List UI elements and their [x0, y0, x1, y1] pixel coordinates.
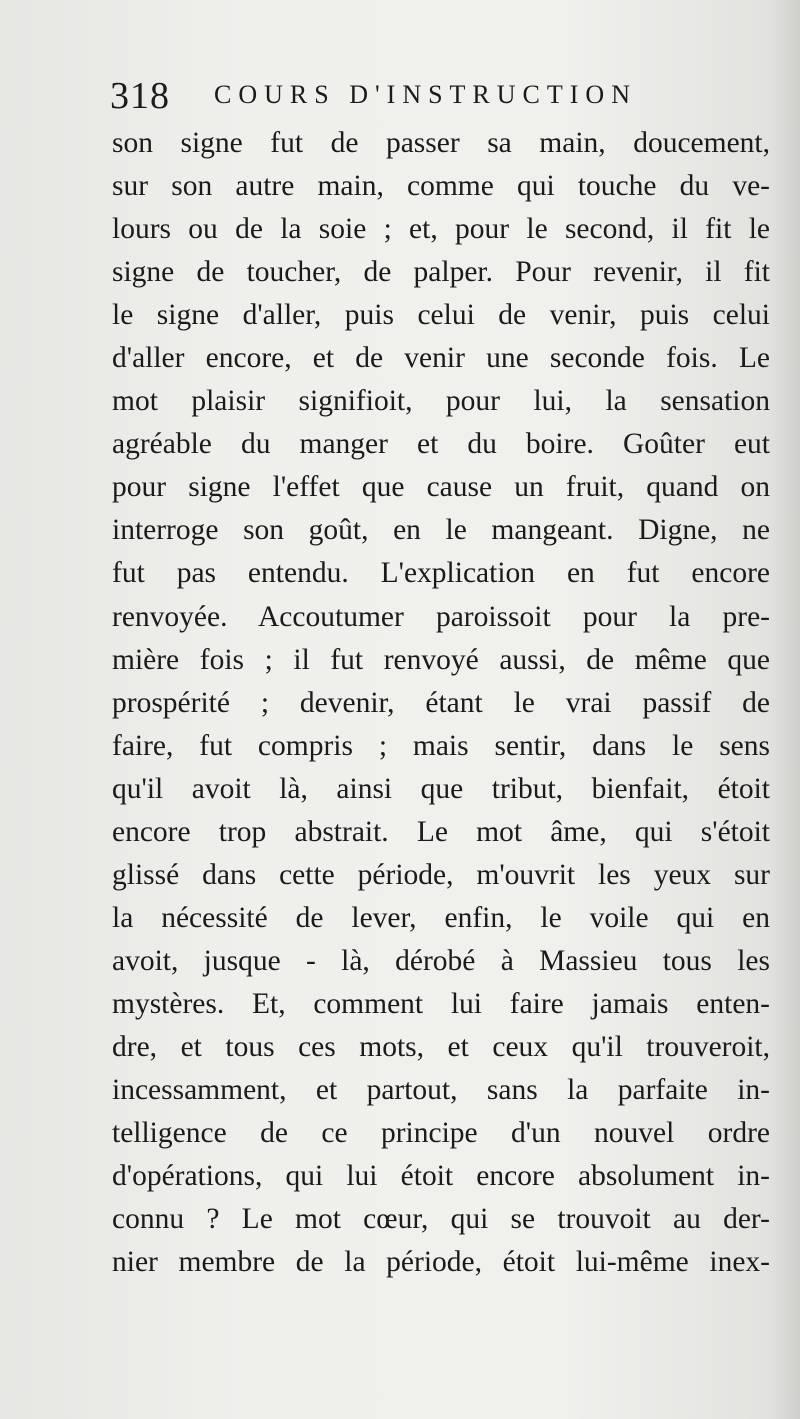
text-line: mot plaisir signifioit, pour lui, la sensation: [112, 385, 770, 418]
text-line: faire, fut compris ; mais sentir, dans le sens: [112, 729, 770, 762]
text-line: glissé dans cette période, m'ouvrit les yeux sur: [112, 858, 770, 891]
text-line: renvoyée. Accoutumer paroissoit pour la pre-: [112, 600, 770, 633]
text-line: prospérité ; devenir, étant le vrai passif de: [112, 686, 770, 719]
text-line: agréable du manger et du boire. Goûter eut: [112, 428, 770, 461]
text-line: fut pas entendu. L'explication en fut encore: [112, 557, 770, 590]
text-line: sur son autre main, comme qui touche du ve-: [112, 170, 770, 203]
body-text: [112, 122, 770, 1284]
text-line: dre, et tous ces mots, et ceux qu'il trouveroit,: [112, 1030, 770, 1063]
running-title: COURS D'INSTRUCTION: [214, 80, 637, 109]
text-line: la nécessité de lever, enfin, le voile qui en: [112, 901, 770, 934]
text-line: lours ou de la soie ; et, pour le second, il fit le: [112, 213, 770, 246]
text-line: interroge son goût, en le mangeant. Digne, ne: [112, 514, 770, 547]
text-line: pour signe l'effet que cause un fruit, quand on: [112, 471, 770, 504]
text-line: mystères. Et, comment lui faire jamais enten-: [112, 987, 770, 1020]
text-line: nier membre de la période, étoit lui-même inex-: [112, 1246, 770, 1279]
text-line: son signe fut de passer sa main, doucement,: [112, 127, 770, 159]
text-line: incessamment, et partout, sans la parfaite in-: [112, 1074, 770, 1107]
text-line: avoit, jusque - là, dérobé à Massieu tous les: [112, 944, 770, 977]
text-line: qu'il avoit là, ainsi que tribut, bienfait, étoit: [112, 772, 770, 805]
page-header: [110, 74, 770, 120]
text-line: signe de toucher, de palper. Pour revenir, il fit: [112, 256, 770, 289]
text-line: connu ? Le mot cœur, qui se trouvoit au der-: [112, 1203, 770, 1236]
text-line: telligence de ce principe d'un nouvel ordre: [112, 1117, 770, 1150]
text-line: d'aller encore, et de venir une seconde fois. Le: [112, 342, 770, 375]
text-line: encore trop abstrait. Le mot âme, qui s'étoit: [112, 815, 770, 848]
text-line: d'opérations, qui lui étoit encore absolument in-: [112, 1160, 770, 1193]
page-number: 318: [110, 75, 170, 117]
text-line: mière fois ; il fut renvoyé aussi, de même que: [112, 643, 770, 676]
text-line: le signe d'aller, puis celui de venir, puis celui: [112, 299, 770, 332]
